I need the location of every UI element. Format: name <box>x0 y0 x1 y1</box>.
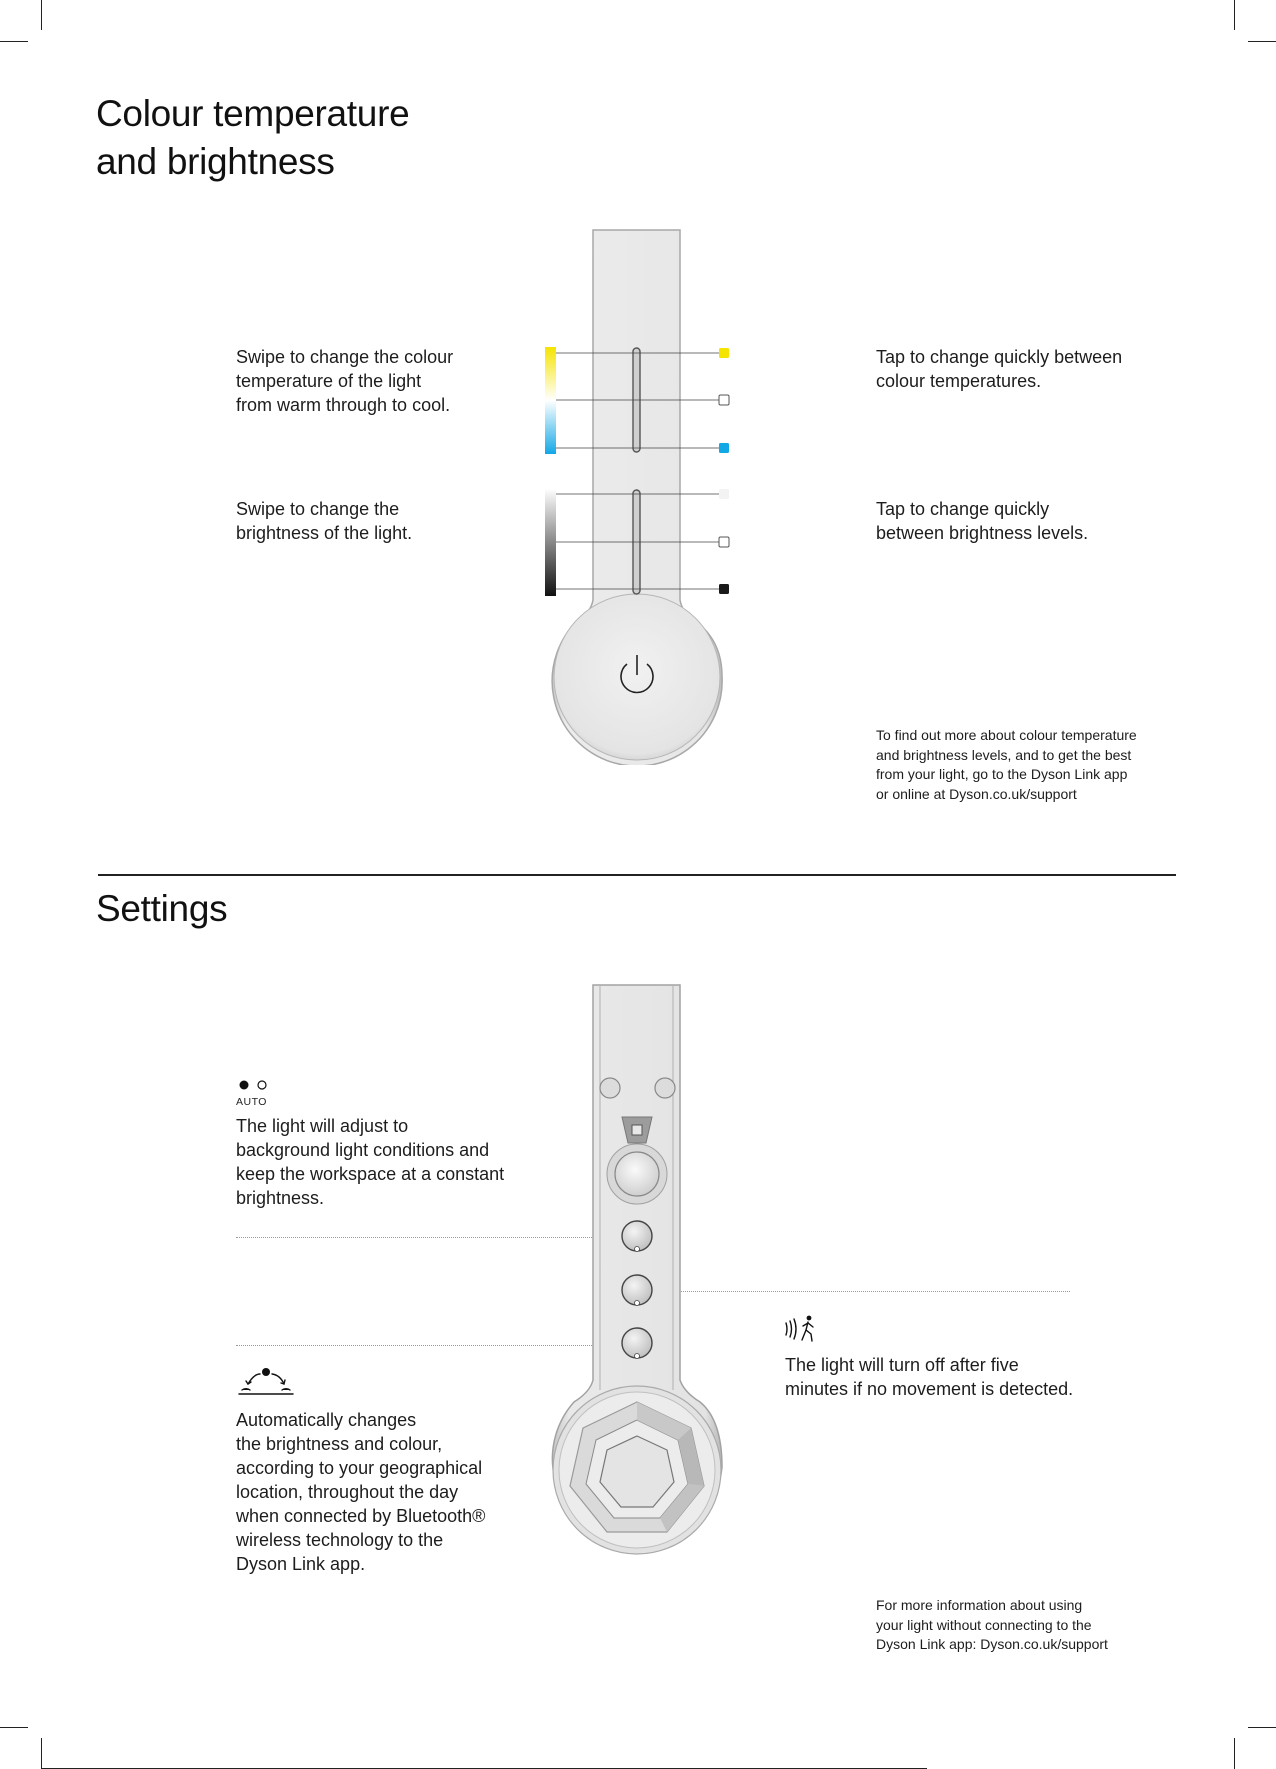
text-line: the brightness and colour, <box>236 1434 443 1454</box>
text-line: Automatically changes <box>236 1410 417 1430</box>
crop-mark <box>1234 0 1235 30</box>
crop-mark <box>41 1738 42 1769</box>
crop-mark <box>1248 1727 1276 1728</box>
settings-buttons <box>622 1221 652 1359</box>
text-line: The light will adjust to <box>236 1116 409 1136</box>
text-line: when connected by Bluetooth® <box>236 1506 486 1526</box>
text-line: or online at Dyson.co.uk/support <box>876 785 1077 802</box>
text-line: The light will turn off after five <box>785 1355 1019 1375</box>
sun-arc-icon <box>238 1366 294 1401</box>
auto-label: AUTO <box>236 1096 267 1108</box>
text-line: background light conditions and <box>236 1140 490 1160</box>
section-title-colour <box>96 90 409 186</box>
swipe-colour-text <box>236 345 453 417</box>
text-line: For more information about using <box>876 1597 1083 1613</box>
crop-mark <box>1248 41 1276 42</box>
section-divider <box>98 874 1176 876</box>
text-line: To find out more about colour temperature <box>876 727 1137 743</box>
text-line: from your light, go to the Dyson Link app <box>876 766 1128 782</box>
crop-mark <box>0 41 28 42</box>
settings-info-note <box>876 1596 1108 1655</box>
text-line: Dyson Link app. <box>236 1554 366 1574</box>
lamp-control-diagram <box>530 225 740 765</box>
text-line: keep the workspace at a constant <box>236 1164 505 1184</box>
crop-mark <box>1234 1738 1235 1769</box>
text-line: according to your geographical <box>236 1458 483 1478</box>
motion-description <box>785 1353 1073 1401</box>
sync-description <box>236 1408 485 1576</box>
text-line: Swipe to change the colour <box>236 347 454 367</box>
auto-mode-icon <box>238 1078 270 1096</box>
auto-description <box>236 1114 504 1210</box>
text-line: and brightness levels, and to get the best <box>876 746 1132 763</box>
lamp-settings-diagram <box>545 980 730 1560</box>
text-line: Tap to change quickly between <box>876 347 1123 367</box>
text-line: wireless technology to the <box>236 1530 444 1550</box>
title-line: and brightness <box>96 141 335 182</box>
tap-brightness-text <box>876 497 1088 545</box>
text-line: between brightness levels. <box>876 523 1089 543</box>
crop-mark <box>41 0 42 30</box>
text-line: your light without connecting to the <box>876 1616 1092 1633</box>
text-line: colour temperatures. <box>876 371 1042 391</box>
text-line: brightness. <box>236 1188 325 1208</box>
colour-info-note <box>876 726 1137 804</box>
section-title-settings: Settings <box>96 888 228 929</box>
text-line: Swipe to change the <box>236 499 400 519</box>
text-line: minutes if no movement is detected. <box>785 1379 1074 1399</box>
text-line: brightness of the light. <box>236 523 413 543</box>
text-line: Dyson Link app: Dyson.co.uk/support <box>876 1636 1108 1652</box>
text-line: temperature of the light <box>236 371 422 391</box>
text-line: from warm through to cool. <box>236 395 451 415</box>
crop-mark <box>0 1727 28 1728</box>
tap-colour-text <box>876 345 1122 393</box>
swipe-brightness-text <box>236 497 412 545</box>
text-line: Tap to change quickly <box>876 499 1050 519</box>
text-line: location, throughout the day <box>236 1482 459 1502</box>
title-line: Colour temperature <box>96 93 410 134</box>
motion-sensor-icon <box>782 1314 822 1349</box>
